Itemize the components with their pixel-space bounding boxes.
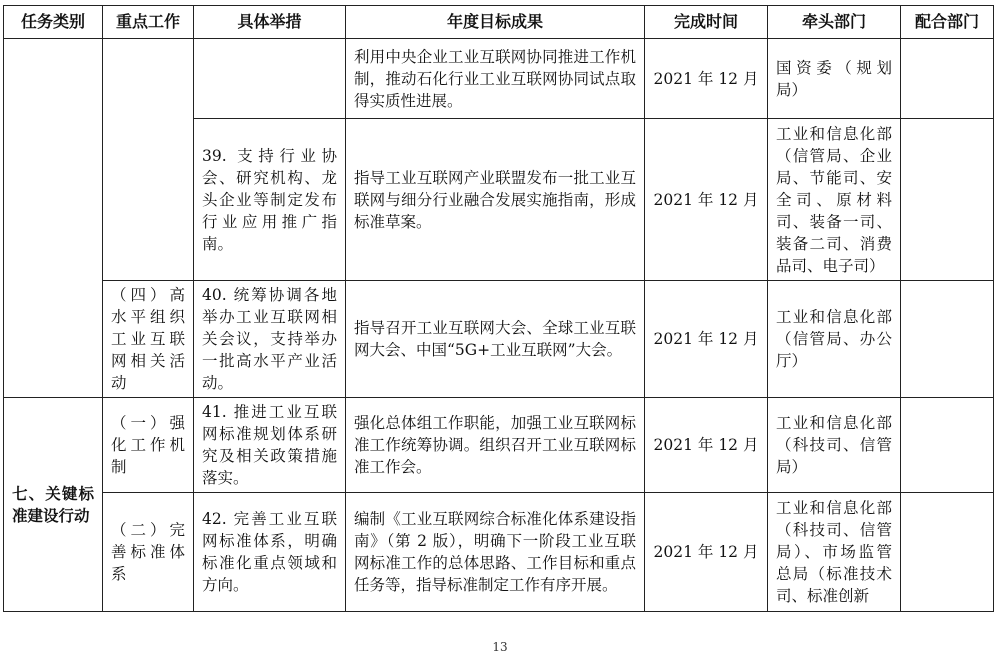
- page-number: 13: [492, 640, 508, 654]
- lead-dept-cell: 工业和信息化部（科技司、信管局）、市场监管总局（标准技术司、标准创新: [768, 493, 901, 612]
- header-task-type: 任务类别: [4, 6, 103, 39]
- lead-dept-cell: 工业和信息化部（信管局、办公厅）: [768, 281, 901, 398]
- key-work-cell: （一）强化工作机制: [103, 398, 194, 493]
- key-work-cell-empty: [103, 39, 194, 281]
- task-type-cell-empty: [4, 39, 103, 398]
- annual-goal-cell: 强化总体组工作职能，加强工业互联网标准工作统筹协调。组织召开工业互联网标准工作会。: [346, 398, 645, 493]
- header-lead-dept: 牵头部门: [768, 6, 901, 39]
- table-row: [4, 39, 994, 119]
- header-key-work: 重点工作: [103, 6, 194, 39]
- task-type-cell: 七、关键标准建设行动: [4, 398, 103, 612]
- lead-dept-cell: 工业和信息化部（科技司、信管局）: [768, 398, 901, 493]
- measure-cell: 39. 支持行业协会、研究机构、龙头企业等制定发布行业应用推广指南。: [194, 119, 346, 281]
- deadline-cell: 2021 年 12 月: [645, 398, 768, 493]
- table-row: [4, 281, 994, 398]
- annual-goal-cell: 利用中央企业工业互联网协同推进工作机制，推动石化行业工业互联网协同试点取得实质性进展。: [346, 39, 645, 119]
- task-table: [3, 5, 994, 612]
- header-coop-dept: 配合部门: [901, 6, 994, 39]
- deadline-cell: 2021 年 12 月: [645, 119, 768, 281]
- lead-dept-cell: 工业和信息化部（信管局、企业局、节能司、安全司、原材料司、装备一司、装备二司、消费品司、电子司）: [768, 119, 901, 281]
- measure-cell: 40. 统筹协调各地举办工业互联网相关会议，支持举办一批高水平产业活动。: [194, 281, 346, 398]
- annual-goal-cell: 指导召开工业互联网大会、全球工业互联网大会、中国“5G+工业互联网”大会。: [346, 281, 645, 398]
- table-row: [4, 398, 994, 493]
- measure-cell-empty: [194, 39, 346, 119]
- coop-dept-cell: [901, 39, 994, 119]
- coop-dept-cell: [901, 281, 994, 398]
- deadline-cell: 2021 年 12 月: [645, 39, 768, 119]
- lead-dept-cell: 国资委（规划局）: [768, 39, 901, 119]
- table-row: [4, 493, 994, 612]
- deadline-cell: 2021 年 12 月: [645, 281, 768, 398]
- measure-cell: 41. 推进工业互联网标准规划体系研究及相关政策措施落实。: [194, 398, 346, 493]
- key-work-cell: （四）高水平组织工业互联网相关活动: [103, 281, 194, 398]
- coop-dept-cell: [901, 493, 994, 612]
- measure-cell: 42. 完善工业互联网标准体系，明确标准化重点领域和方向。: [194, 493, 346, 612]
- key-work-cell: （二）完善标准体系: [103, 493, 194, 612]
- coop-dept-cell: [901, 119, 994, 281]
- annual-goal-cell: 指导工业互联网产业联盟发布一批工业互联网与细分行业融合发展实施指南，形成标准草案。: [346, 119, 645, 281]
- header-deadline: 完成时间: [645, 6, 768, 39]
- header-measures: 具体举措: [194, 6, 346, 39]
- header-annual-goal: 年度目标成果: [346, 6, 645, 39]
- deadline-cell: 2021 年 12 月: [645, 493, 768, 612]
- annual-goal-cell: 编制《工业互联网综合标准化体系建设指南》（第 2 版），明确下一阶段工业互联网标准工作的总体思路、工作目标和重点任务等，指导标准制定工作有序开展。: [346, 493, 645, 612]
- coop-dept-cell: [901, 398, 994, 493]
- table-header-row: [4, 6, 994, 39]
